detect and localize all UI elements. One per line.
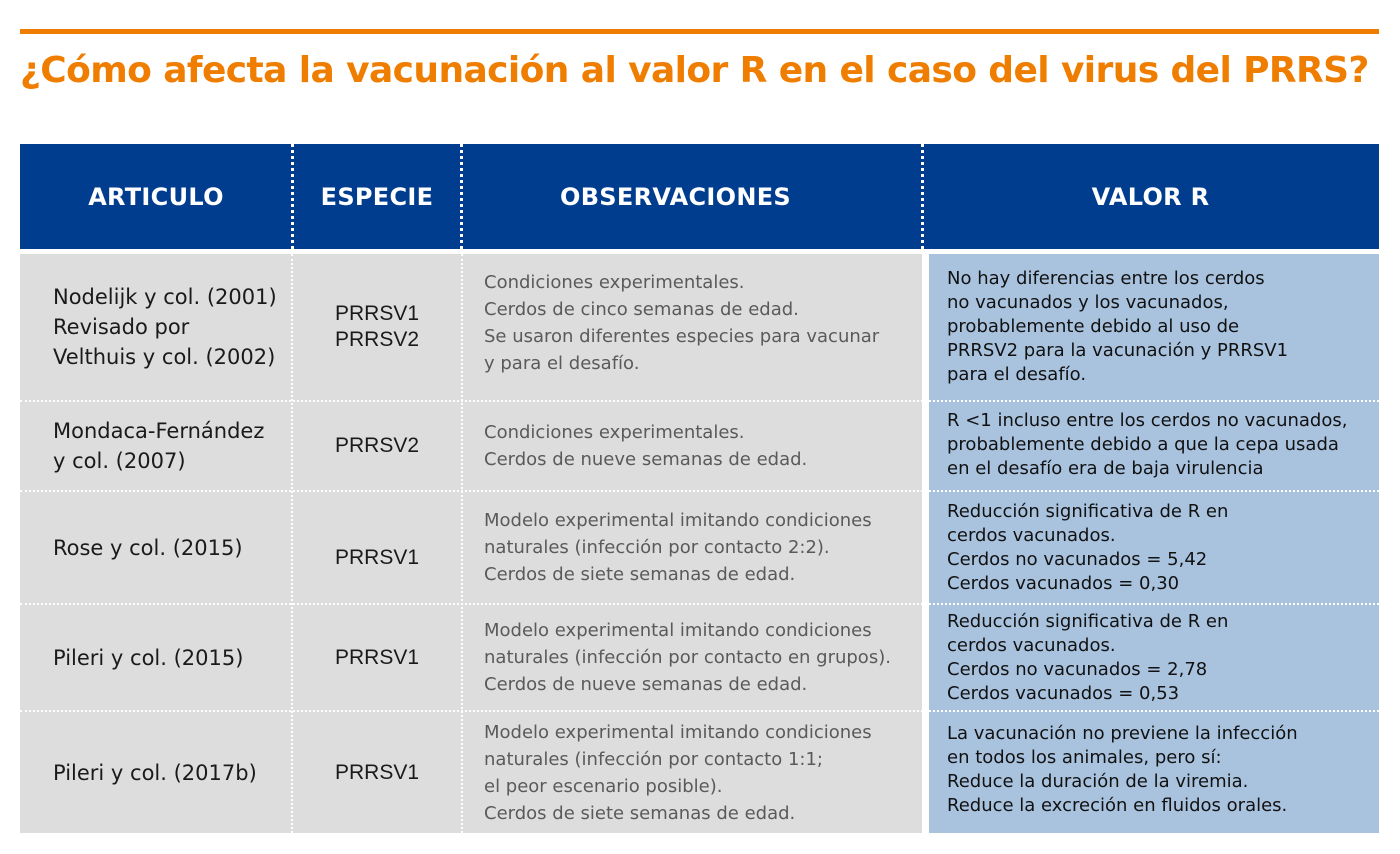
table-row-3-species: PRRSV1 xyxy=(334,545,420,569)
table-row-3-r-value: Reducción significativa de R en cerdos vacunados. Cerdos no vacunados = 5,42 Cerdos vacunados = 0,30 xyxy=(947,500,1229,594)
header-divider xyxy=(921,144,924,249)
table-row-3-article: Rose y col. (2015) xyxy=(53,535,243,560)
table-row-2-r-value: R <1 incluso entre los cerdos no vacunados, probablemente debido a que la cepa usada en el desafío era de baja virulencia xyxy=(947,410,1348,479)
table-row-4-r-value: Reducción significativa de R en cerdos vacunados. Cerdos no vacunados = 2,78 Cerdos vacunados = 0,53 xyxy=(947,610,1229,704)
table-row-5-article: Pileri y col. (2017b) xyxy=(53,760,257,785)
header-article: ARTICULO xyxy=(88,182,224,211)
table-row-4-article: Pileri y col. (2015) xyxy=(53,645,244,670)
table-row-1-species: PRRSV1 PRRSV2 xyxy=(334,302,420,351)
table-row-5-observations: Modelo experimental imitando condiciones naturales (infección por contacto 1:1; el peor escenario posible). Cerdos de siete semanas de edad. xyxy=(484,721,872,824)
table-row-1-r-value: No hay diferencias entre los cerdos no vacunados y los vacunados, probablemente debido al uso de PRRSV2 para la vacunación y PRRSV1 para el desafío. xyxy=(947,268,1289,385)
table-row-2-article: Mondaca-Fernández y col. (2007) xyxy=(53,419,265,473)
header-observations: OBSERVACIONES xyxy=(560,182,791,211)
table-row-2-species: PRRSV2 xyxy=(334,434,420,457)
table-row-4-observations: Modelo experimental imitando condiciones naturales (infección por contacto en grupos). Cerdos de nueve semanas de edad. xyxy=(484,620,891,695)
header-r-value: VALOR R xyxy=(1091,182,1210,211)
r-value-table xyxy=(20,144,1379,833)
top-accent-rule xyxy=(20,29,1379,34)
header-species: ESPECIE xyxy=(320,182,434,211)
table-header xyxy=(20,144,1379,249)
header-divider xyxy=(460,144,463,249)
table-row-5-species: PRRSV1 xyxy=(334,760,420,784)
table-row-1-observations: Condiciones experimentales. Cerdos de cinco semanas de edad. Se usaron diferentes especies para vacunar y para el desafío. xyxy=(484,272,880,374)
page-title: ¿Cómo afecta la vacunación al valor R en el caso del virus del PRRS? xyxy=(20,50,1369,91)
header-divider xyxy=(291,144,294,249)
table-row-4-species: PRRSV1 xyxy=(334,645,420,669)
table-row-3-observations: Modelo experimental imitando condiciones naturales (infección por contacto 2:2). Cerdos de siete semanas de edad. xyxy=(484,510,872,585)
table-row-1-article: Nodelijk y col. (2001) Revisado por Velthuis y col. (2002) xyxy=(53,285,277,369)
table-row-2-observations: Condiciones experimentales. Cerdos de nueve semanas de edad. xyxy=(484,422,808,470)
table-row-5-r-value: La vacunación no previene la infección en todos los animales, pero sí: Reduce la duración de la viremia. Reduce la excreción en fluidos orales. xyxy=(947,722,1298,816)
